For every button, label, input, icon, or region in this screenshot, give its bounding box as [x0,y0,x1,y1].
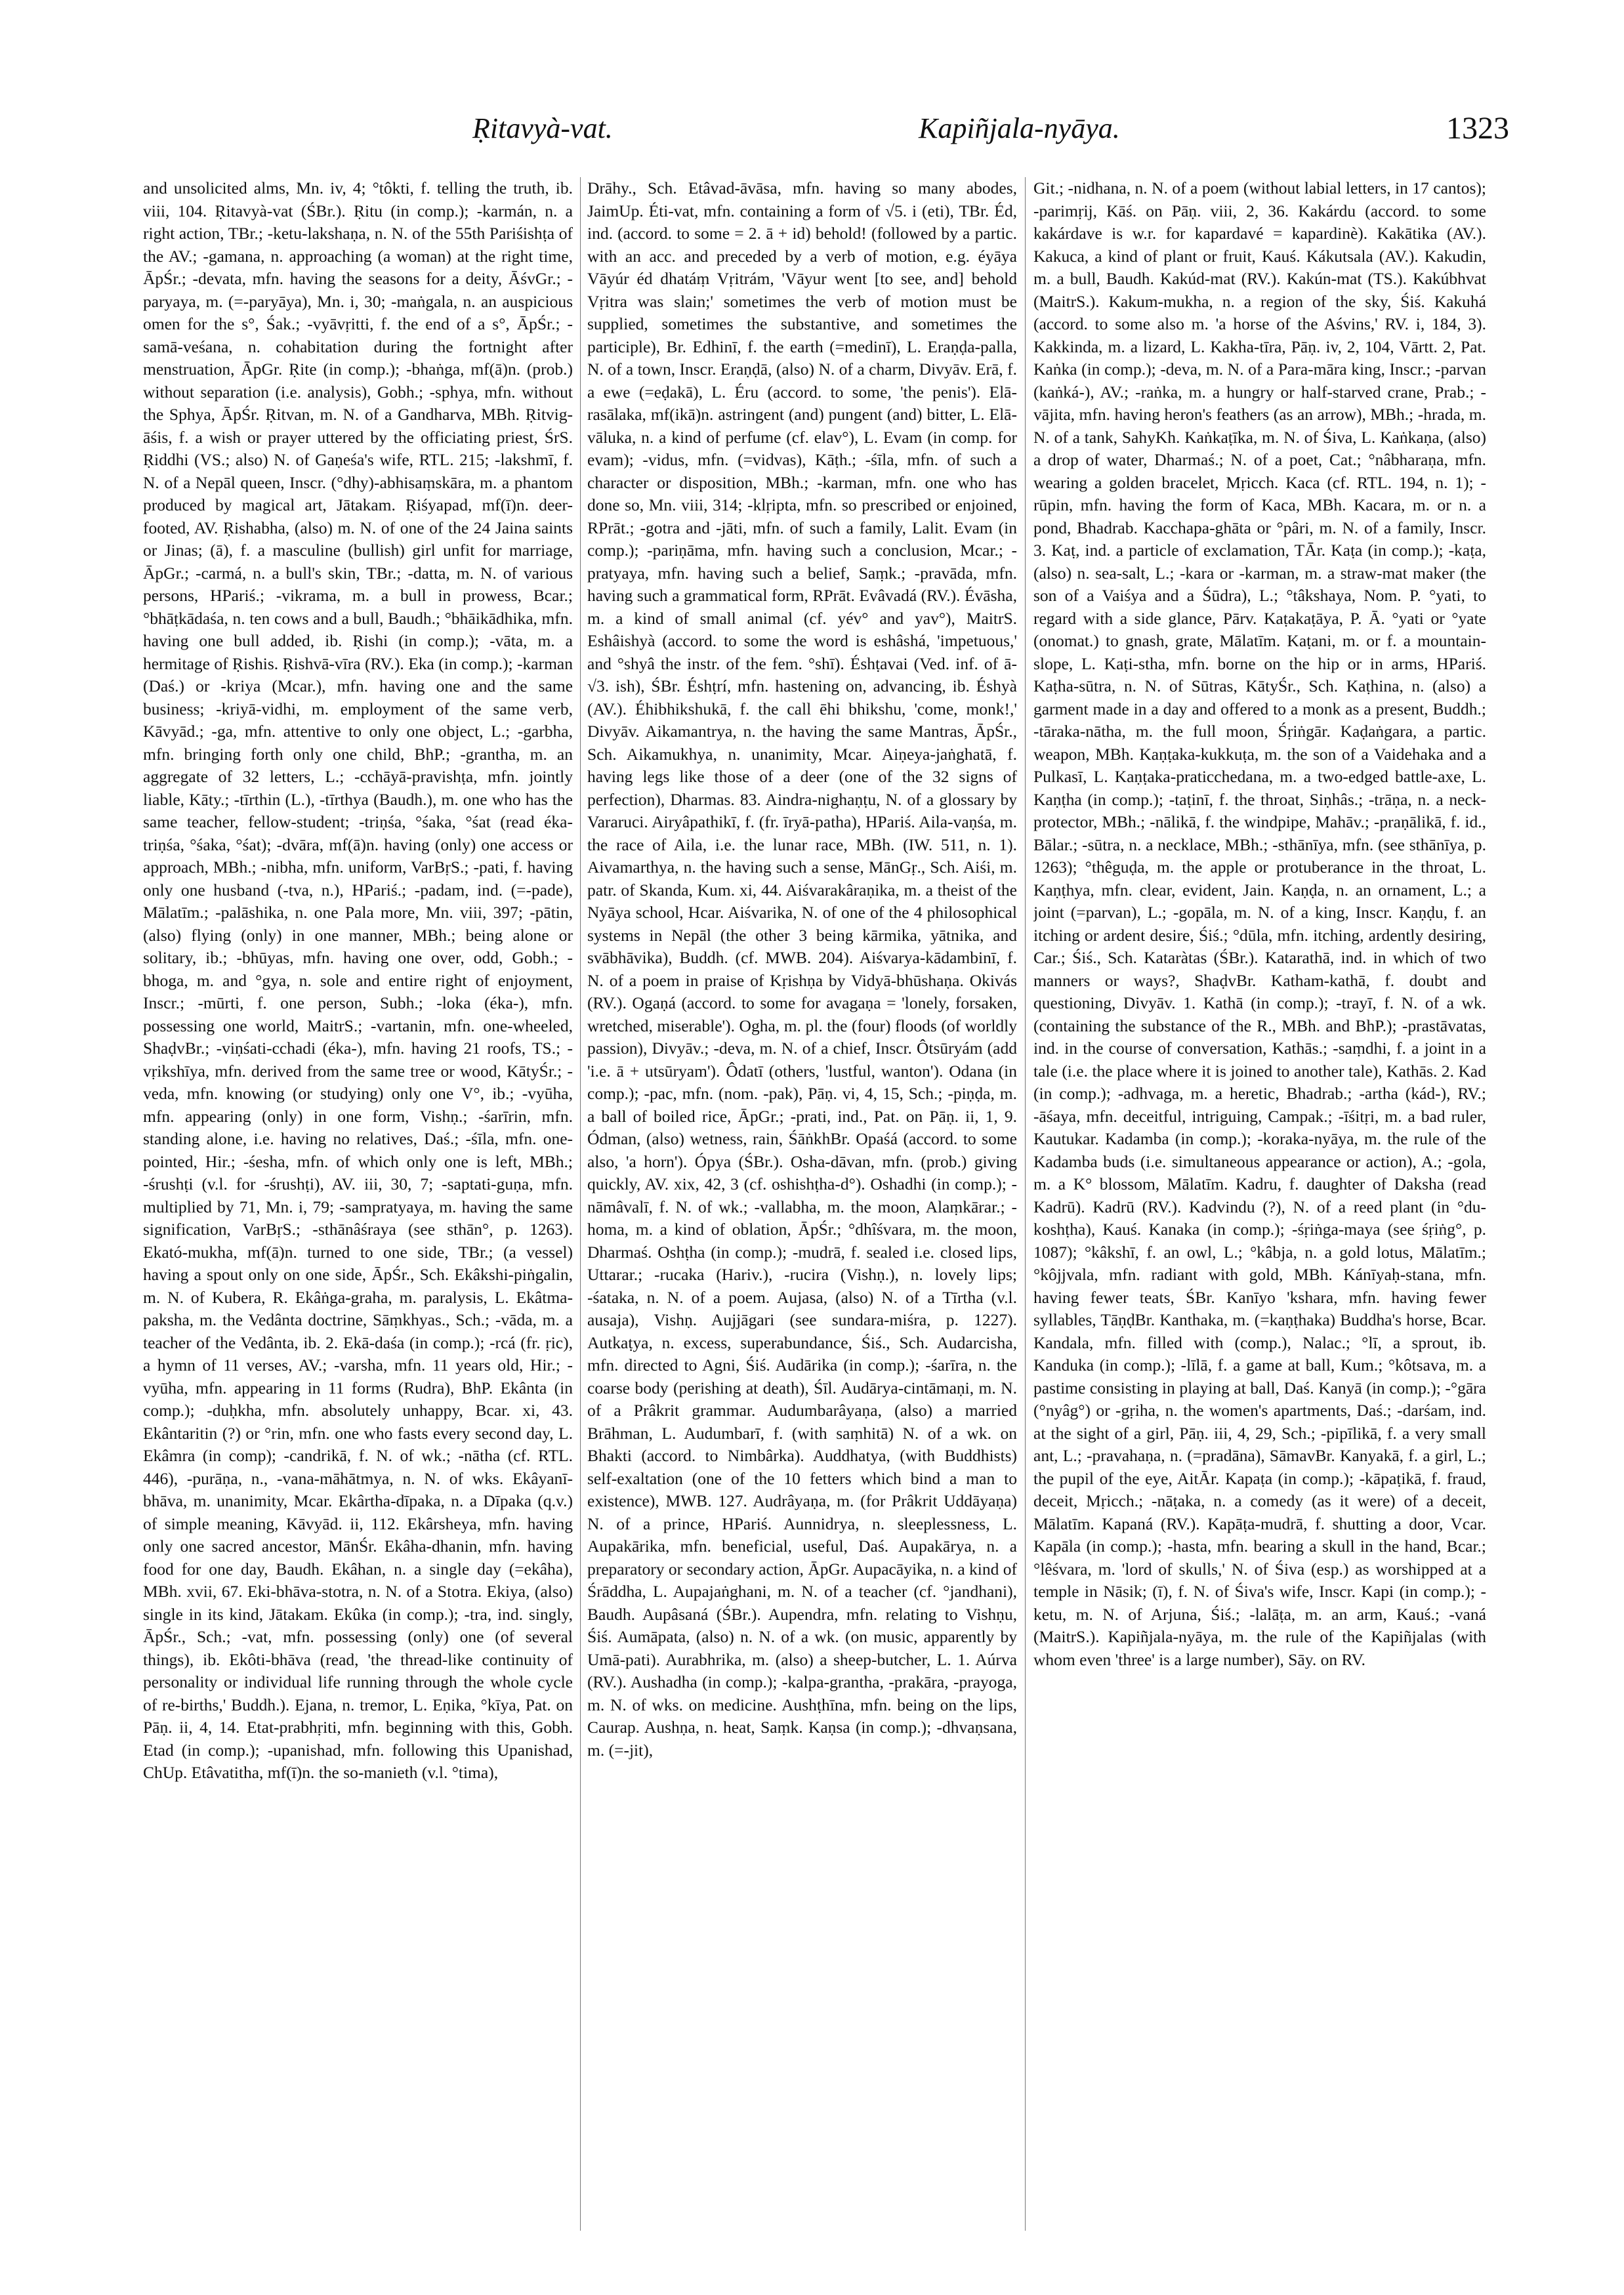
text-column-1 [143,177,573,2237]
column-3-text: Git.; -nidhana, n. N. of a poem (without labial letters, in 17 cantos); -parimṛij, Kāś. on Pāṇ. viii, 2, 36. Kakárdu (accord. to some kakárdave is w.r. for kapardavé = kapardinè). Kakātika (AV.). Kakuca, a kind of plant or fruit, Kauś. Kákutsala (AV.). Kakudin, m. a bull, Baudh. Kakúd-mat (RV.). Kakún-mat (TS.). Kakúbhvat (MaitrS.). Kakum-mukha, n. a region of the sky, Śiś. Kakuhá (accord. to some also m. 'a horse of the Aśvins,' RV. i, 184, 3). Kakkinda, m. a lizard, L. Kakha-tīra, Pāṇ. iv, 2, 104, Vārtt. 2, Pat. Kaṅka (in comp.); -deva, m. N. of a Para-māra king, Inscr.; -parvan (kaṅká-), AV.; -raṅka, m. a hungry or half-starved crane, Prab.; -vājita, mfn. having heron's feathers (as an arrow), MBh.; -hrada, m. N. of a tank, SahyKh. Kaṅkaṭīka, m. N. of Śiva, L. Kaṅkaṇa, (also) a drop of water, Dharmaś.; N. of a poet, Cat.; °nâbharaṇa, mfn. wearing a golden bracelet, Mṛicch. Kaca (cf. RTL. 194, n. 1); -rūpin, mfn. having the form of Kaca, MBh. Kacara, m. or n. a pond, Bhadrab. Kacchapa-ghāta or °pâri, m. N. of a family, Inscr. 3. Kaṭ, ind. a particle of exclamation, TĀr. Kaṭa (in comp.); -kaṭa, (also) n. sea-salt, L.; -kara or -karman, m. a straw-mat maker (the son of a Vaiśya and a Śūdra), L.; °tâkshaya, Nom. P. °yati, to regard with a side glance, Pārv. Kaṭakaṭāya, P. Ā. °yati or °yate (onomat.) to gnash, grate, Mālatīm. Kaṭani, m. or f. a mountain-slope, L. Kaṭi-stha, mfn. borne on the hip or in arms, HPariś. Kaṭha-sūtra, n. N. of Sūtras, KātyŚr., Sch. Kaṭhina, n. (also) a garment made in a day and offered to a monk as a present, Buddh.; -tāraka-nātha, m. the full moon, Śṛiṅgār. Kaḍaṅgara, a partic. weapon, MBh. Kaṇṭaka-kukkuṭa, m. the son of a Vaidehaka and a Pulkasī, L. Kaṇṭaka-praticchedana, m. a two-edged battle-axe, L. Kaṇṭha (in comp.); -taṭinī, f. the throat, Siṇhâs.; -trāṇa, n. a neck-protector, MBh.; -nālikā, f. the windpipe, Mahāv.; -praṇālikā, f. id., Bālar.; -sūtra, n. a necklace, MBh.; -sthānīya, mfn. (see sthānīya, p. 1263); °thêguḍa, m. the apple or protuberance in the throat, L. Kaṇṭhya, mfn. clear, evident, Jain. Kaṇḍa, n. an ornament, L.; a joint (=parvan), L.; -gopāla, m. N. of a king, Inscr. Kaṇḍu, f. an itching or ardent desire, Śiś.; °dūla, mfn. itching, ardently desiring, Car.; Śiś., Sch. Kataràtas (ŚBr.). Katarathā, ind. in which of two manners or ways?, ShaḍvBr. Katham-kathā, f. doubt and questioning, Divyāv. 1. Kathā (in comp.); -trayī, f. N. of a wk. (containing the substance of the R., MBh. and BhP.); -prastāvatas, ind. in the course of conversation, Kathās.; -saṃdhi, f. a joint in a tale (i.e. the place where it is joined to another tale), Kathās. 2. Kad (in comp.); -adhvaga, m. a heretic, Bhadrab.; -artha (kád-), RV.; -āśaya, mfn. deceitful, intriguing, Campak.; -īśitṛi, m. a bad ruler, Kautukar. Kadamba (in comp.); -koraka-nyāya, m. the rule of the Kadamba buds (i.e. simultaneous appearance or action), A.; -gola, m. a K° blossom, Mālatīm. Kadru, f. daughter of Daksha (read Kadrū). Kadrū (RV.). Kadvindu (?), N. of a reed plant (in °du-koshṭha), Kauś. Kanaka (in comp.); -śṛiṅga-maya (see śṛiṅg°, p. 1087); °kâkshī, f. an owl, L.; °kâbja, n. a gold lotus, Mālatīm.; °kôjjvala, mfn. radiant with gold, MBh. Kánīyaḥ-stana, mfn. having fewer teats, ŚBr. Kanīyo 'kshara, mfn. having fewer syllables, TāṇḍBr. Kanthaka, m. (=kaṇṭhaka) Buddha's horse, Bcar. Kandala, mfn. filled with (comp.), Nalac.; °lī, a sprout, ib. Kanduka (in comp.); -līlā, f. a game at ball, Kum.; °kôtsava, m. a pastime consisting in playing at ball, Daś. Kanyā (in comp.); -°gāra (°nyâg°) or -gṛiha, n. the women's apartments, Daś.; -darśam, ind. at the sight of a girl, Pāṇ. iii, 4, 29, Sch.; -pipīlikā, f. a very small ant, L.; -pravahaṇa, n. (=pradāna), SāmavBr. Kanyakā, f. a girl, L.; the pupil of the eye, AitĀr. Kapaṭa (in comp.); -kāpaṭikā, f. fraud, deceit, Mṛicch.; -nāṭaka, n. a comedy (as it were) of a deceit, Mālatīm. Kapaná (RV.). Kapāṭa-mudrā, f. shutting a door, Vcar. Kapāla (in comp.); -hasta, mfn. bearing a skull in the hand, Bcar.; °lêśvara, m. 'lord of skulls,' N. of Śiva (esp.) as worshipped at a temple in Nāsik; (ī), f. N. of Śiva's wife, Inscr. Kapi (in comp.); -ketu, m. N. of Arjuna, Śiś.; -lalāṭa, m. an arm, Kauś.; -vaná (MaitrS.). Kapiñjala-nyāya, m. the rule of the Kapiñjalas (with whom even 'three' is a large number), Sāy. on RV. [1033,178,1486,1669]
column-2-text: Drāhy., Sch. Etâvad-āvāsa, mfn. having so many abodes, JaimUp. Éti-vat, mfn. containing a form of √5. i (eti), TBr. Éd, ind. (accord. to some = 2. ā + id) behold! (followed by a partic. with an acc. and preceded by a verb of motion, e.g. éyāya Vāyúr éd dhatáṃ Vṛitrám, 'Vāyur went [to see, and] behold Vṛitra was slain;' sometimes the verb of motion must be supplied, sometimes the substantive, and sometimes the participle), Br. Edhinī, f. the earth (=medinī), L. Eraṇḍa-palla, N. of a town, Inscr. Eraṇḍā, (also) N. of a charm, Divyāv. Erā, f. a ewe (=eḍakā), L. Éru (accord. to some, 'the penis'). Elā-rasālaka, mf(ikā)n. astringent (and) pungent (and) bitter, L. Elā-vāluka, n. a kind of perfume (cf. elav°), L. Evam (in comp. for evam); -vidus, mfn. (=vidvas), Kāṭh.; -śīla, mfn. of such a character or disposition, MBh.; -karman, mfn. one who has done so, Mn. viii, 314; -klṛipta, mfn. so prescribed or enjoined, RPrāt.; -gotra and -jāti, mfn. of such a family, Lalit. Evam (in comp.); -pariṇāma, mfn. having such a conclusion, Mcar.; -pratyaya, mfn. having such a belief, Saṃk.; -pravāda, mfn. having such a grammatical form, RPrāt. Evâvadá (RV.). Évāsha, m. a kind of small animal (cf. yév° and yav°), MaitrS. Eshâishyà (accord. to some the word is eshâshá, 'impetuous,' and °shyâ the instr. of the fem. °shī). Éshṭavai (Ved. inf. of ā-√3. ish), ŚBr. Éshṭrí, mfn. hastening on, advancing, ib. Éshyà (AV.). Éhibhikshukā, f. the call ēhi bhikshu, 'come, monk!,' Divyāv. Aikamantrya, n. the having the same Mantras, ĀpŚr., Sch. Aikamukhya, n. unanimity, Mcar. Aiṇeya-jaṅghatā, f. having legs like those of a deer (one of the 32 signs of perfection), Dharmas. 83. Aindra-nighaṇṭu, N. of a glossary by Vararuci. Airyâpathikī, f. (fr. īryā-patha), HPariś. Aila-vaṇśa, m. the race of Aila, i.e. the lunar race, MBh. (IW. 511, n. 1). Aivamarthya, n. the having such a sense, MānGṛ., Sch. Aiśi, m. patr. of Skanda, Kum. xi, 44. Aiśvarakâraṇika, m. a theist of the Nyāya school, Hcar. Aiśvarika, N. of one of the 4 philosophical systems in Nepāl (the other 3 being kārmika, yātnika, and svābhāvika), Buddh. (cf. MWB. 204). Aiśvarya-kādambinī, f. N. of a poem in praise of Kṛishṇa by Vidyā-bhūshaṇa. Okivás (RV.). Ogaṇá (accord. to some for avagaṇa = 'lonely, forsaken, wretched, miserable'). Ogha, m. pl. the (four) floods (of worldly passion), Divyāv.; -deva, m. N. of a chief, Inscr. Ôtsūryám (add 'i.e. ā + utsūryam'). Ôdatī (others, 'lustful, wanton'). Odana (in comp.); -pac, mfn. (nom. -pak), Pāṇ. vi, 4, 15, Sch.; -piṇḍa, m. a ball of boiled rice, ĀpGr.; -prati, ind., Pat. on Pāṇ. ii, 1, 9. Ódman, (also) wetness, rain, ŚāṅkhBr. Opaśá (accord. to some also, 'a horn'). Ópya (ŚBr.). Osha-dāvan, mfn. (prob.) giving quickly, AV. xix, 42, 3 (cf. oshishṭha-d°). Oshadhi (in comp.); -nāmâvalī, f. N. of wk.; -vallabha, m. the moon, Alaṃkārar.; -homa, m. a kind of oblation, ĀpŚr.; °dhîśvara, m. the moon, Dharmaś. Oshṭha (in comp.); -mudrā, f. sealed i.e. closed lips, Uttarar.; -rucaka (Hariv.), -rucira (Vishṇ.), n. lovely lips; -śataka, n. N. of a poem. Aujasa, (also) N. of a Tīrtha (v.l. ausaja), Vishṇ. Aujjāgari (see sundara-miśra, p. 1227). Autkaṭya, n. excess, superabundance, Śiś., Sch. Audarcisha, mfn. directed to Agni, Śiś. Audārika (in comp.); -śarīra, n. the coarse body (perishing at death), Śīl. Audārya-cintāmaṇi, m. N. of a Prâkrit grammar. Audumbarâyaṇa, (also) a married Brāhman, L. Audumbarī, f. (with saṃhitā) N. of a wk. on Bhakti (accord. to Nimbârka). Auddhatya, (with Buddhists) self-exaltation (one of the 10 fetters which bind a man to existence), MWB. 127. Audrâyaṇa, m. (for Prâkrit Uddāyaṇa) N. of a prince, HPariś. Aunnidrya, n. sleeplessness, L. Aupakārika, mfn. beneficial, useful, Daś. Aupakārya, n. a preparatory or secondary action, ĀpGr. Aupacāyika, n. a kind of Śrāddha, L. Aupajaṅghani, m. N. of a teacher (cf. °jandhani), Baudh. Aupâsaná (ŚBr.). Aupendra, mfn. relating to Vishṇu, Śiś. Aumāpata, (also) n. N. of a wk. (on music, apparently by Umā-pati). Aurabhrika, m. (also) a sheep-butcher, L. 1. Aúrva (RV.). Aushadha (in comp.); -kalpa-grantha, -prakāra, -prayoga, m. N. of wks. on medicine. Aushṭhīna, mfn. being on the lips, Caurap. Aushṇa, n. heat, Saṃk. Kaṇsa (in comp.); -dhvaṇsana, m. (=-jit), [587,178,1017,1760]
text-column-2 [587,177,1017,2237]
running-head-right: Kapiñjala-nyāya. [919,112,1120,144]
text-column-3 [1033,177,1486,2237]
running-head-left: Ṛitavyà-vat. [472,112,613,144]
page-number: 1323 [1446,111,1509,146]
page-header [131,98,1509,157]
column-divider-2 [1025,177,1026,2231]
column-1-text: and unsolicited alms, Mn. iv, 4; °tôkti, f. telling the truth, ib. viii, 104. Ṛitavyà-vat (ŚBr.). Ṛitu (in comp.); -karmán, n. a right action, TBr.; -ketu-lakshaṇa, n. N. of the 55th Pariśishṭa of the AV.; -gamana, n. approaching (a woman) at the right time, ĀpŚr.; -devata, mfn. having the seasons for a deity, ĀśvGr.; -paryaya, m. (=-paryāya), Mn. i, 30; -maṅgala, n. an auspicious omen for the s°, Śak.; -vyāvṛitti, f. the end of a s°, ĀpŚr.; -samā-veśana, n. cohabitation during the fortnight after menstruation, ĀpGr. Ṛite (in comp.); -bhaṅga, mf(ā)n. (prob.) without separation (i.e. analysis), Gobh.; -sphya, mfn. without the Sphya, ĀpŚr. Ṛitvan, m. N. of a Gandharva, MBh. Ṛitvig-āśis, f. a wish or prayer uttered by the officiating priest, ŚrS. Ṛiddhi (VS.; also) N. of Gaṇeśa's wife, RTL. 215; -lakshmī, f. N. of a Nepāl queen, Inscr. (°dhy)-abhisaṃskāra, m. a phantom produced by magical art, Jātakam. Ṛiśyapad, mf(ī)n. deer-footed, AV. Ṛishabha, (also) m. N. of one of the 24 Jaina saints or Jinas; (ā), f. a masculine (bullish) girl unfit for marriage, ĀpGr.; -carmá, n. a bull's skin, TBr.; -datta, m. N. of various persons, HPariś.; -vikrama, m. a bull in prowess, Bcar.; °bhāṭkādaśa, n. ten cows and a bull, Baudh.; °bhāikādhika, mfn. having one bull added, ib. Ṛishi (in comp.); -vāta, m. a hermitage of Ṛishis. Ṛishvā-vīra (RV.). Eka (in comp.); -karman (Daś.) or -kriya (Mcar.), mfn. having one and the same business; -kriyā-vidhi, m. employment of the same verb, Kāvyād.; -ga, mfn. attentive to only one object, L.; -garbha, mfn. bringing forth only one child, BhP.; -grantha, m. an aggregate of 32 letters, L.; -cchāyā-pravishṭa, mfn. jointly liable, Kāty.; -tīrthin (L.), -tīrthya (Baudh.), m. one who has the same teacher, fellow-student; -triṇśa, °śaka, °śat (read éka-triṇśa, °śaka, °śat); -dvāra, mf(ā)n. having (only) one access or approach, MBh.; -nibha, mfn. uniform, VarBṛS.; -pati, f. having only one husband (-tva, n.), HPariś.; -padam, ind. (=-pade), Mālatīm.; -palāshika, n. one Pala more, Mn. viii, 397; -pātin, (also) flying (only) in one manner, MBh.; being alone or solitary, ib.; -bhūyas, mfn. having one over, odd, Gobh.; -bhoga, m. and °gya, n. sole and entire right of enjoyment, Inscr.; -mūrti, f. one person, Subh.; -loka (éka-), mfn. possessing one world, MaitrS.; -vartanin, mfn. one-wheeled, ShaḍvBr.; -viṇśati-cchadi (éka-), mfn. having 21 roofs, TS.; -vṛikshīya, mfn. derived from the same tree or wood, KātyŚr.; -veda, mfn. knowing (or studying) only one V°, ib.; -vyūha, mfn. appearing (only) in one form, Vishṇ.; -śarīrin, mfn. standing alone, i.e. having no relatives, Daś.; -śīla, mfn. one-pointed, Hir.; -śesha, mfn. of which only one is left, MBh.; -śrushṭi (v.l. for -śrushṭi), AV. iii, 30, 7; -saptati-guṇa, mfn. multiplied by 71, Mn. i, 79; -sampratyaya, m. having the same signification, VarBṛS.; -sthānâśraya (see sthān°, p. 1263). Ekató-mukha, mf(ā)n. turned to one side, TBr.; (a vessel) having a spout only on one side, ĀpŚr., Sch. Ekâkshi-piṅgalin, m. N. of Kubera, R. Ekâṅga-graha, m. paralysis, L. Ekâtma-paksha, m. the Vedânta doctrine, Sāṃkhyas., Sch.; -vāda, m. a teacher of the Vedânta, ib. 2. Ekā-daśa (in comp.); -rcá (fr. ṛic), a hymn of 11 verses, AV.; -varsha, mfn. 11 years old, Hir.; -vyūha, mfn. appearing in 11 forms (Rudra), BhP. Ekânta (in comp.); -duḥkha, mfn. absolutely unhappy, Bcar. xi, 43. Ekântaritin (?) or °rin, mfn. one who fasts every second day, L. Ekâmra (in comp); -candrikā, f. N. of wk.; -nātha (cf. RTL. 446), -purāṇa, n., -vana-māhātmya, n. N. of wks. Ekâyanī-bhāva, m. unanimity, Mcar. Ekârtha-dīpaka, n. a Dīpaka (q.v.) of simple meaning, Kāvyād. ii, 112. Ekârsheya, mfn. having only one sacred ancestor, MānŚr. Ekâha-dhanin, mfn. having food for one day, Baudh. Ekâhan, n. a single day (=ekâha), MBh. xvii, 67. Eki-bhāva-stotra, n. N. of a Stotra. Ekiya, (also) single in its kind, Jātakam. Ekûka (in comp.); -tra, ind. singly, ĀpŚr., Sch.; -vat, mfn. possessing (only) one (of several things), ib. Ekôti-bhāva (read, 'the thread-like continuity of personality or individual life running through the whole cycle of re-births,' Buddh.). Ejana, n. tremor, L. Eṇika, °kīya, Pat. on Pāṇ. ii, 4, 14. Etat-prabhṛiti, mfn. beginning with this, Gobh. Etad (in comp.); -upanishad, mfn. following this Upanishad, ChUp. Etâvatitha, mf(ī)n. the so-manieth (v.l. °tima), [143,178,573,1782]
column-divider-1 [580,177,581,2231]
